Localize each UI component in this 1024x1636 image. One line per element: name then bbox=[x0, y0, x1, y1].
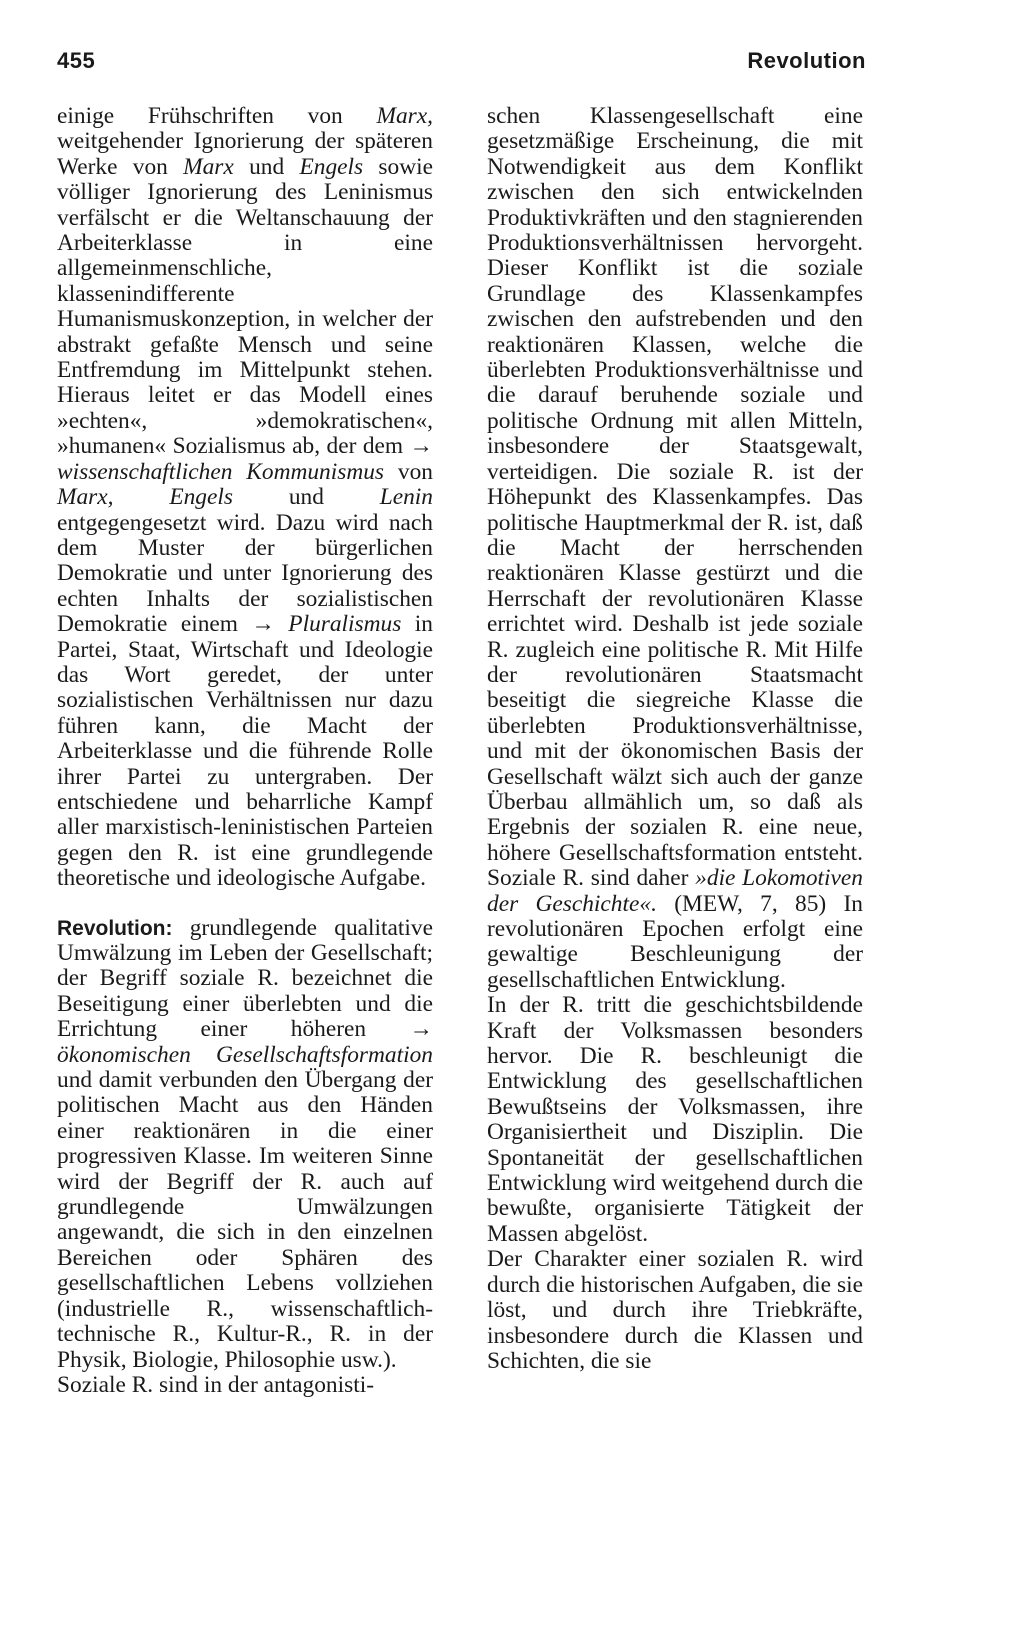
text-run: entgegengesetzt wird. Dazu wird nach dem Muster der bürgerlichen Demokratie und unter Ignorierung des echten Inhalts der sozialistischen Demokratie einem → bbox=[57, 509, 433, 638]
text-run: (MEW, 7, 85) In revolutionären Epochen erfolgt eine gewaltige Beschleunigung der gesellschaftlichen Entwicklung. bbox=[487, 890, 863, 993]
paragraph bbox=[487, 993, 863, 1247]
left-column bbox=[57, 104, 433, 1398]
paragraph bbox=[57, 1373, 433, 1398]
italic-term: Marx, Engels bbox=[57, 484, 233, 511]
text-run: und bbox=[233, 153, 300, 180]
text-run: in Partei, Staat, Wirtschaft und Ideologie das Wort geredet, der unter sozialistischen Verhältnissen nur dazu führen kann, die Macht der Arbeiterklasse und die führende Rolle ihrer Partei zu untergraben. Der entschiedene und beharrliche Kampf aller marxistisch-leninistischen Parteien gegen den R. ist eine grundlegende theoretische und ideologische Aufgabe. bbox=[57, 611, 433, 892]
text-run: In der R. tritt die geschichtsbildende Kraft der Volksmassen besonders hervor. Die R. beschleunigt die Entwicklung des gesellschaftlichen Bewußtseins der Volksmassen, ihre Organisiertheit und Disziplin. Die Spontaneität der gesellschaftlichen Entwicklung wird weitgehend durch die bewußte, organisierte Tätigkeit der Massen abgelöst. bbox=[487, 992, 863, 1247]
text-run: und bbox=[233, 484, 380, 511]
italic-term: Marx, bbox=[376, 103, 433, 129]
italic-term: wissenschaftlichen Kommunismus bbox=[57, 458, 385, 485]
paragraph bbox=[487, 1247, 863, 1374]
italic-term: Pluralismus bbox=[288, 611, 402, 638]
text-run: grundlegende qualitative Umwälzung im Leben der Gesellschaft; der Begriff soziale R. bezeichnet die Beseitigung einer überlebten und die Errichtung einer höheren → bbox=[57, 914, 433, 1043]
entry-headword: Revolution: bbox=[57, 916, 173, 940]
text-run: Der Charakter einer sozialen R. wird durch die historischen Aufgaben, die sie löst, und durch ihre Triebkräfte, insbesondere durch die Klassen und Schichten, die sie bbox=[487, 1246, 863, 1374]
text-run: und damit verbunden den Übergang der politischen Macht aus den Händen einer reaktionären in die einer progressiven Klasse. Im weiteren Sinne wird der Begriff der R. auch auf grundlegende Umwälzungen angewandt, die sich in den einzelnen Bereichen oder Sphären des gesellschaftlichen Lebens vollziehen (industrielle R., wissenschaftlich-technische R., Kultur-R., R. in der Physik, Biologie, Philosophie usw.). bbox=[57, 1067, 433, 1373]
italic-term: Engels bbox=[299, 153, 364, 180]
entry-revolution bbox=[57, 916, 433, 1373]
page-header bbox=[57, 48, 866, 78]
text-run: weitgehender Ignorierung der späteren Werke von bbox=[57, 128, 433, 180]
paragraph bbox=[57, 104, 433, 892]
text-run: schen Klassengesellschaft eine gesetzmäßige Erscheinung, die mit Notwendigkeit aus dem Konflikt zwischen den sich entwickelnden Produktivkräften und den stagnierenden Produktionsverhältnissen hervorgeht. Dieser Konflikt ist die soziale Grundlage des Klassenkampfes zwischen den aufstrebenden und den reaktionären Klassen, welche die überlebten Produktionsverhältnisse und die darauf beruhende soziale und politische Ordnung mit allen Mitteln, insbesondere der Staatsgewalt, verteidigen. Die soziale R. ist der Höhepunkt des Klassenkampfes. Das politische Hauptmerkmal der R. ist, daß die Macht der herrschenden reaktionären Klasse gestürzt und die Herrschaft der revolutionären Klasse errichtet wird. Deshalb ist jede soziale R. zugleich eine politische R. Mit Hilfe der revolutionären Staatsmacht beseitigt die siegreiche Klasse die überlebten Produktionsverhältnisse, und mit der ökonomischen Basis der Gesellschaft wälzt sich auch der ganze Überbau allmählich um, so daß als Ergebnis der sozialen R. eine neue, höhere Gesellschaftsformation entsteht. Soziale R. sind daher bbox=[487, 103, 863, 892]
text-run: sowie völliger Ignorierung des Leninismus verfälscht er die Weltanschauung der Arbeiterklasse in eine allgemeinmenschliche, klassenindifferente Humanismuskonzeption, in welcher der abstrakt gefaßte Mensch und seine Entfremdung im Mittelpunkt stehen. Hieraus leitet er das Modell eines »echten«, »demokratischen«, »humanen« Sozialismus ab, der dem → bbox=[57, 153, 434, 460]
italic-term: Lenin bbox=[379, 484, 433, 511]
text-run: einige Frühschriften von bbox=[57, 103, 377, 129]
text-run: Soziale R. sind in der antagonisti- bbox=[57, 1371, 375, 1398]
text-run: von bbox=[384, 458, 433, 485]
italic-term: »die Lokomotiven der Geschichte«. bbox=[487, 865, 864, 917]
page-number: 455 bbox=[57, 48, 96, 73]
right-column bbox=[487, 104, 863, 1374]
italic-term: ökonomischen Gesellschaftsformation bbox=[57, 1041, 433, 1068]
paragraph bbox=[487, 104, 863, 993]
italic-term: Marx bbox=[183, 153, 234, 180]
running-head: Revolution bbox=[747, 48, 866, 73]
